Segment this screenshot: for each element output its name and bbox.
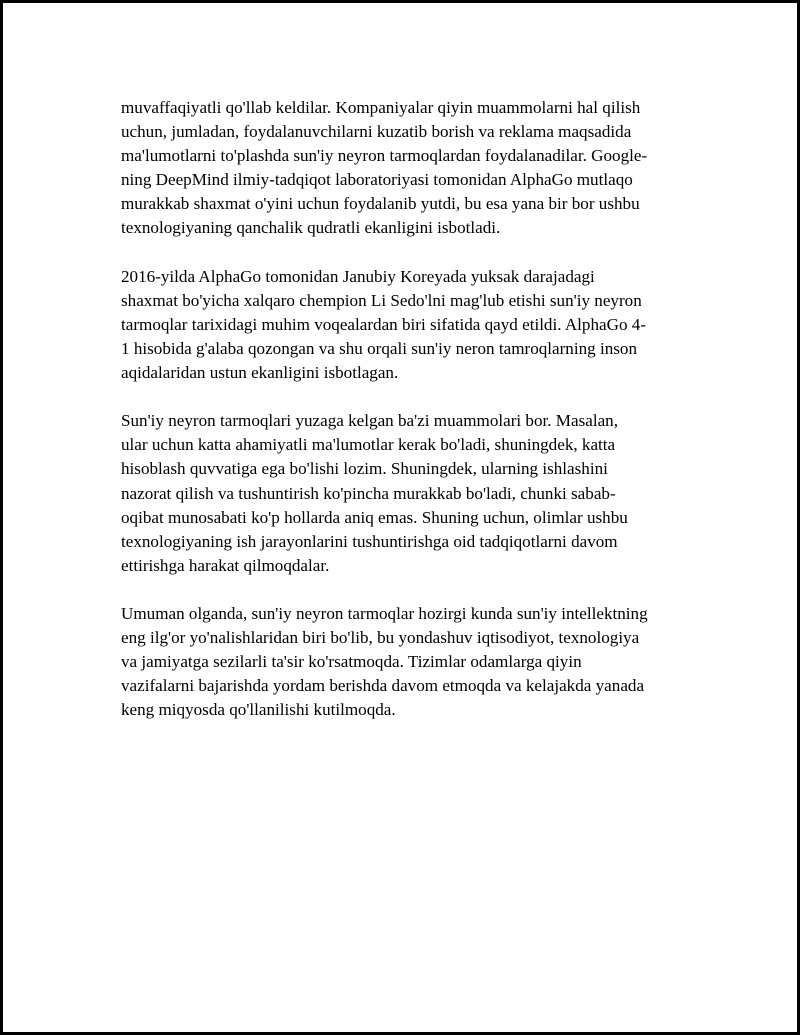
paragraph-4	[121, 602, 693, 722]
text-line: uchun, jumladan, foydalanuvchilarni kuzatib borish va reklama maqsadida	[121, 122, 632, 142]
text-line: shaxmat bo'yicha xalqaro chempion Li Sedo'lni mag'lub etishi sun'iy neyron	[121, 290, 642, 310]
paragraph-3	[121, 409, 693, 578]
document-body	[121, 96, 693, 747]
text-line: va jamiyatga sezilarli ta'sir ko'rsatmoqda. Tizimlar odamlarga qiyin	[121, 652, 582, 672]
text-line: 1 hisobida g'alaba qozongan va shu orqali sun'iy neron tamroqlarning inson	[121, 338, 638, 358]
text-line: oqibat munosabati ko'p hollarda aniq emas. Shuning uchun, olimlar ushbu	[121, 507, 628, 527]
text-line: muvaffaqiyatli qo'llab keldilar. Kompaniyalar qiyin muammolarni hal qilish	[121, 98, 641, 117]
paragraph-1	[121, 96, 693, 241]
text-line: texnologiyaning qanchalik qudratli ekanligini isbotladi.	[121, 218, 501, 238]
text-line: Umuman olganda, sun'iy neyron tarmoqlar hozirgi kunda sun'iy intellektning	[121, 603, 648, 623]
text-line: 2016-yilda AlphaGo tomonidan Janubiy Koreyada yuksak darajadagi	[121, 266, 595, 286]
text-line: texnologiyaning ish jarayonlarini tushuntirishga oid tadqiqotlarni davom	[121, 531, 618, 551]
text-line: murakkab shaxmat o'yini uchun foydalanib yutdi, bu esa yana bir bor ushbu	[121, 194, 640, 214]
text-line: nazorat qilish va tushuntirish ko'pincha murakkab bo'ladi, chunki sabab-	[121, 483, 616, 503]
paragraph-2	[121, 265, 693, 385]
text-line: ettirishga harakat qilmoqdalar.	[121, 555, 330, 575]
text-line: ma'lumotlarni to'plashda sun'iy neyron tarmoqlardan foydalanadilar. Google-	[121, 146, 648, 166]
text-line: keng miqyosda qo'llanilishi kutilmoqda.	[121, 700, 396, 720]
text-line: aqidalaridan ustun ekanligini isbotlagan.	[121, 363, 399, 383]
text-line: Sun'iy neyron tarmoqlari yuzaga kelgan ba'zi muammolari bor. Masalan,	[121, 411, 618, 431]
text-line: tarmoqlar tarixidagi muhim voqealardan biri sifatida qayd etildi. AlphaGo 4-	[121, 314, 647, 334]
text-line: vazifalarni bajarishda yordam berishda davom etmoqda va kelajakda yanada	[121, 676, 645, 696]
text-line: eng ilg'or yo'nalishlaridan biri bo'lib, bu yondashuv iqtisodiyot, texnologiya	[121, 628, 640, 648]
text-line: ning DeepMind ilmiy-tadqiqot laboratoriyasi tomonidan AlphaGo mutlaqo	[121, 170, 633, 190]
text-line: ular uchun katta ahamiyatli ma'lumotlar kerak bo'ladi, shuningdek, katta	[121, 435, 616, 455]
text-line: hisoblash quvvatiga ega bo'lishi lozim. Shuningdek, ularning ishlashini	[121, 459, 608, 479]
